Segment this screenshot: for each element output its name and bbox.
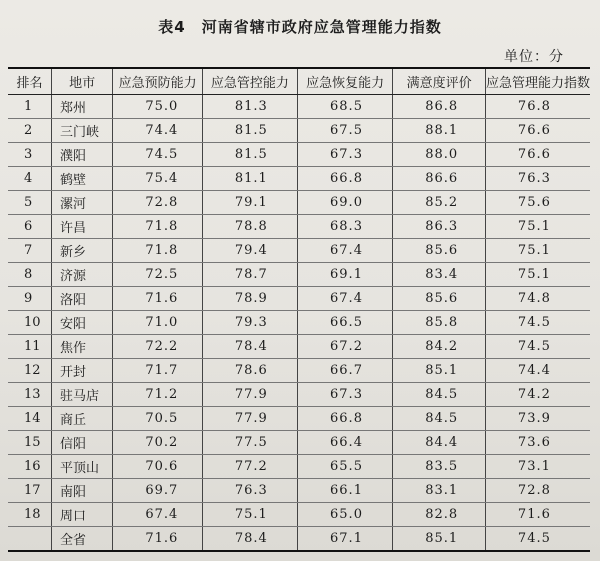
rank-cell: 9 — [8, 287, 51, 311]
index-cell: 73.6 — [485, 431, 590, 455]
prevention-cell: 72.8 — [113, 191, 202, 215]
satisfaction-cell: 84.4 — [393, 431, 486, 455]
table-row — [8, 263, 590, 287]
table-row — [8, 287, 590, 311]
control-cell: 78.6 — [202, 359, 297, 383]
table-row — [8, 95, 590, 119]
index-cell: 74.5 — [485, 335, 590, 359]
recovery-cell: 66.8 — [298, 167, 393, 191]
header-city: 地市 — [51, 68, 112, 95]
table-row — [8, 335, 590, 359]
prevention-cell: 74.4 — [113, 119, 202, 143]
recovery-cell: 67.3 — [298, 383, 393, 407]
index-cell: 71.6 — [485, 503, 590, 527]
city-cell: 漯河 — [51, 191, 112, 215]
index-cell: 76.6 — [485, 119, 590, 143]
index-cell: 74.5 — [485, 311, 590, 335]
city-cell: 开封 — [51, 359, 112, 383]
satisfaction-cell: 83.1 — [393, 479, 486, 503]
header-satisfaction: 满意度评价 — [393, 68, 486, 95]
rank-cell: 5 — [8, 191, 51, 215]
recovery-cell: 67.2 — [298, 335, 393, 359]
city-cell: 濮阳 — [51, 143, 112, 167]
rank-cell: 1 — [8, 95, 51, 119]
recovery-cell: 67.3 — [298, 143, 393, 167]
satisfaction-cell: 86.8 — [393, 95, 486, 119]
recovery-cell: 68.5 — [298, 95, 393, 119]
rank-cell: 17 — [8, 479, 51, 503]
recovery-cell: 68.3 — [298, 215, 393, 239]
satisfaction-cell: 85.8 — [393, 311, 486, 335]
prevention-cell: 69.7 — [113, 479, 202, 503]
city-cell: 三门峡 — [51, 119, 112, 143]
table-title-text: 河南省辖市政府应急管理能力指数 — [201, 18, 442, 36]
prevention-cell: 70.6 — [113, 455, 202, 479]
table-row — [8, 143, 590, 167]
index-cell: 75.1 — [485, 263, 590, 287]
city-cell: 洛阳 — [51, 287, 112, 311]
control-cell: 77.9 — [202, 383, 297, 407]
recovery-cell: 66.4 — [298, 431, 393, 455]
control-cell: 78.4 — [202, 527, 297, 552]
control-cell: 76.3 — [202, 479, 297, 503]
control-cell: 81.1 — [202, 167, 297, 191]
index-cell: 75.1 — [485, 239, 590, 263]
rank-cell: 13 — [8, 383, 51, 407]
header-control: 应急管控能力 — [202, 68, 297, 95]
city-cell: 平顶山 — [51, 455, 112, 479]
table-title — [0, 16, 600, 37]
satisfaction-cell: 85.2 — [393, 191, 486, 215]
rank-cell: 18 — [8, 503, 51, 527]
table-row — [8, 527, 590, 552]
city-cell: 商丘 — [51, 407, 112, 431]
prevention-cell: 70.5 — [113, 407, 202, 431]
index-cell: 75.6 — [485, 191, 590, 215]
control-cell: 78.7 — [202, 263, 297, 287]
rank-cell: 6 — [8, 215, 51, 239]
control-cell: 79.4 — [202, 239, 297, 263]
satisfaction-cell: 88.0 — [393, 143, 486, 167]
table-row — [8, 431, 590, 455]
header-index: 应急管理能力指数 — [485, 68, 590, 95]
city-cell: 鹤壁 — [51, 167, 112, 191]
control-cell: 81.3 — [202, 95, 297, 119]
prevention-cell: 72.5 — [113, 263, 202, 287]
rank-cell: 4 — [8, 167, 51, 191]
recovery-cell: 65.5 — [298, 455, 393, 479]
recovery-cell: 67.4 — [298, 239, 393, 263]
prevention-cell: 75.0 — [113, 95, 202, 119]
city-cell: 驻马店 — [51, 383, 112, 407]
satisfaction-cell: 82.8 — [393, 503, 486, 527]
prevention-cell: 72.2 — [113, 335, 202, 359]
city-cell: 南阳 — [51, 479, 112, 503]
rank-cell: 2 — [8, 119, 51, 143]
index-cell: 76.8 — [485, 95, 590, 119]
index-cell: 76.6 — [485, 143, 590, 167]
table-row — [8, 455, 590, 479]
satisfaction-cell: 85.6 — [393, 287, 486, 311]
satisfaction-cell: 84.2 — [393, 335, 486, 359]
table-row — [8, 239, 590, 263]
city-cell: 信阳 — [51, 431, 112, 455]
prevention-cell: 70.2 — [113, 431, 202, 455]
prevention-cell: 71.8 — [113, 215, 202, 239]
city-cell: 郑州 — [51, 95, 112, 119]
prevention-cell: 71.8 — [113, 239, 202, 263]
satisfaction-cell: 85.1 — [393, 527, 486, 552]
table-row — [8, 359, 590, 383]
index-cell: 74.4 — [485, 359, 590, 383]
prevention-cell: 71.6 — [113, 527, 202, 552]
rank-cell: 16 — [8, 455, 51, 479]
satisfaction-cell: 88.1 — [393, 119, 486, 143]
index-cell: 73.1 — [485, 455, 590, 479]
header-prevention: 应急预防能力 — [113, 68, 202, 95]
prevention-cell: 71.2 — [113, 383, 202, 407]
table-row — [8, 479, 590, 503]
index-cell: 73.9 — [485, 407, 590, 431]
satisfaction-cell: 84.5 — [393, 407, 486, 431]
rank-cell: 3 — [8, 143, 51, 167]
recovery-cell: 66.8 — [298, 407, 393, 431]
recovery-cell: 67.5 — [298, 119, 393, 143]
table-row — [8, 503, 590, 527]
table-row — [8, 311, 590, 335]
city-cell: 全省 — [51, 527, 112, 552]
control-cell: 78.8 — [202, 215, 297, 239]
table-row — [8, 167, 590, 191]
rank-cell: 14 — [8, 407, 51, 431]
rank-cell: 11 — [8, 335, 51, 359]
capability-index-table — [8, 67, 590, 552]
rank-cell: 12 — [8, 359, 51, 383]
recovery-cell: 66.7 — [298, 359, 393, 383]
index-cell: 74.5 — [485, 527, 590, 552]
index-cell: 74.2 — [485, 383, 590, 407]
header-rank: 排名 — [8, 68, 51, 95]
rank-cell: 7 — [8, 239, 51, 263]
control-cell: 78.4 — [202, 335, 297, 359]
recovery-cell: 66.5 — [298, 311, 393, 335]
table-row — [8, 383, 590, 407]
city-cell: 许昌 — [51, 215, 112, 239]
control-cell: 79.1 — [202, 191, 297, 215]
recovery-cell: 69.0 — [298, 191, 393, 215]
control-cell: 77.5 — [202, 431, 297, 455]
rank-cell: 10 — [8, 311, 51, 335]
rank-cell: 15 — [8, 431, 51, 455]
prevention-cell: 71.7 — [113, 359, 202, 383]
control-cell: 79.3 — [202, 311, 297, 335]
recovery-cell: 65.0 — [298, 503, 393, 527]
satisfaction-cell: 83.5 — [393, 455, 486, 479]
prevention-cell: 71.6 — [113, 287, 202, 311]
recovery-cell: 67.1 — [298, 527, 393, 552]
city-cell: 济源 — [51, 263, 112, 287]
prevention-cell: 67.4 — [113, 503, 202, 527]
table-row — [8, 191, 590, 215]
satisfaction-cell: 86.6 — [393, 167, 486, 191]
table-row — [8, 215, 590, 239]
rank-cell: 8 — [8, 263, 51, 287]
recovery-cell: 66.1 — [298, 479, 393, 503]
satisfaction-cell: 85.1 — [393, 359, 486, 383]
unit-label: 单位：分 — [504, 49, 564, 65]
control-cell: 77.9 — [202, 407, 297, 431]
index-cell: 75.1 — [485, 215, 590, 239]
recovery-cell: 69.1 — [298, 263, 393, 287]
prevention-cell: 71.0 — [113, 311, 202, 335]
city-cell: 周口 — [51, 503, 112, 527]
city-cell: 焦作 — [51, 335, 112, 359]
control-cell: 81.5 — [202, 143, 297, 167]
satisfaction-cell: 86.3 — [393, 215, 486, 239]
city-cell: 安阳 — [51, 311, 112, 335]
header-recovery: 应急恢复能力 — [298, 68, 393, 95]
control-cell: 81.5 — [202, 119, 297, 143]
rank-cell — [8, 527, 51, 552]
city-cell: 新乡 — [51, 239, 112, 263]
control-cell: 75.1 — [202, 503, 297, 527]
index-cell: 76.3 — [485, 167, 590, 191]
control-cell: 77.2 — [202, 455, 297, 479]
prevention-cell: 75.4 — [113, 167, 202, 191]
control-cell: 78.9 — [202, 287, 297, 311]
table-row — [8, 407, 590, 431]
table-row — [8, 119, 590, 143]
satisfaction-cell: 84.5 — [393, 383, 486, 407]
satisfaction-cell: 85.6 — [393, 239, 486, 263]
satisfaction-cell: 83.4 — [393, 263, 486, 287]
index-cell: 74.8 — [485, 287, 590, 311]
table-header-row — [8, 68, 590, 95]
prevention-cell: 74.5 — [113, 143, 202, 167]
index-cell: 72.8 — [485, 479, 590, 503]
table-number: 表4 — [158, 18, 186, 36]
recovery-cell: 67.4 — [298, 287, 393, 311]
